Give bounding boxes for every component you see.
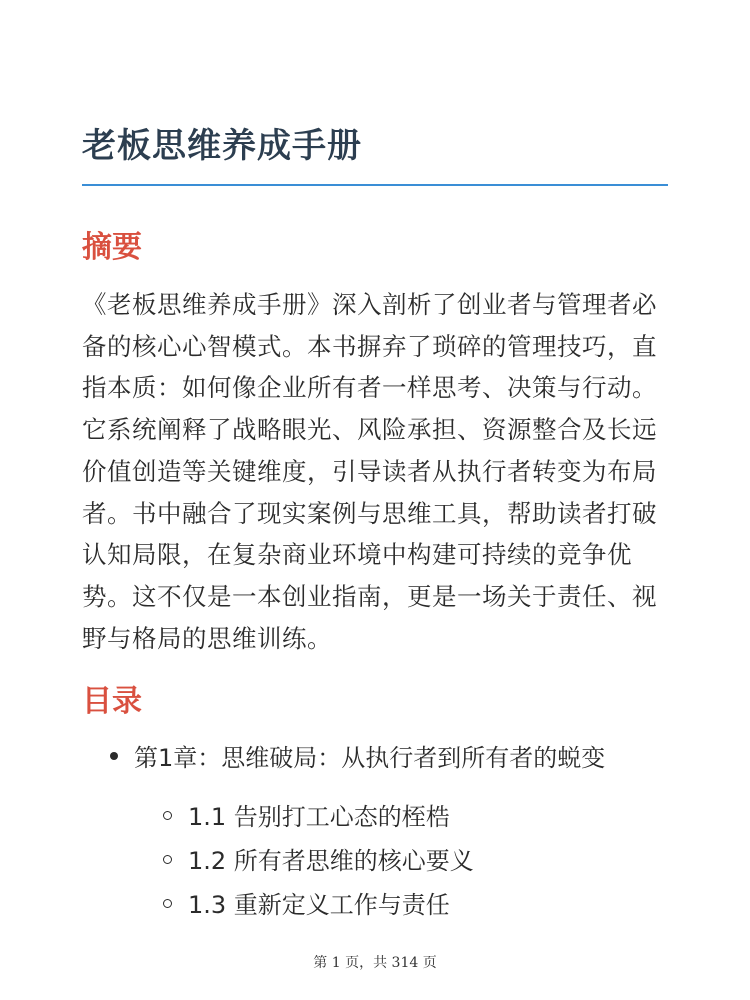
- toc-section-label: 1.2 所有者思维的核心要义: [188, 847, 474, 875]
- toc-section-label: 1.1 告别打工心态的桎梏: [188, 803, 450, 831]
- abstract-paragraph: 《老板思维养成手册》深入剖析了创业者与管理者必备的核心心智模式。本书摒弃了琐碎的管理技巧，直指本质：如何像企业所有者一样思考、决策与行动。它系统阐释了战略眼光、风险承担、资源整合及长远价值创造等关键维度，引导读者从执行者转变为布局者。书中融合了现实案例与思维工具，帮助读者打破认知局限，在复杂商业环境中构建可持续的竞争优势。这不仅是一本创业指南，更是一场关于责任、视野与格局的思维训练。: [82, 290, 657, 653]
- toc-chapter-label: 第1章：思维破局：从执行者到所有者的蜕变: [134, 744, 606, 772]
- toc-section-item[interactable]: [163, 797, 450, 832]
- hollow-bullet-icon: [163, 855, 172, 864]
- page-number-footer: 第 1 页，共 314 页: [313, 955, 437, 971]
- title-divider: [82, 184, 668, 186]
- toc-chapter-item[interactable]: [110, 738, 605, 773]
- filled-bullet-icon: [110, 752, 118, 760]
- document-title: 老板思维养成手册: [82, 126, 362, 166]
- toc-section-label: 1.3 重新定义工作与责任: [188, 891, 450, 919]
- toc-section-item[interactable]: [163, 841, 474, 876]
- hollow-bullet-icon: [163, 811, 172, 820]
- toc-heading: 目录: [82, 684, 142, 719]
- toc-section-item[interactable]: [163, 885, 450, 920]
- hollow-bullet-icon: [163, 899, 172, 908]
- abstract-heading: 摘要: [82, 230, 142, 265]
